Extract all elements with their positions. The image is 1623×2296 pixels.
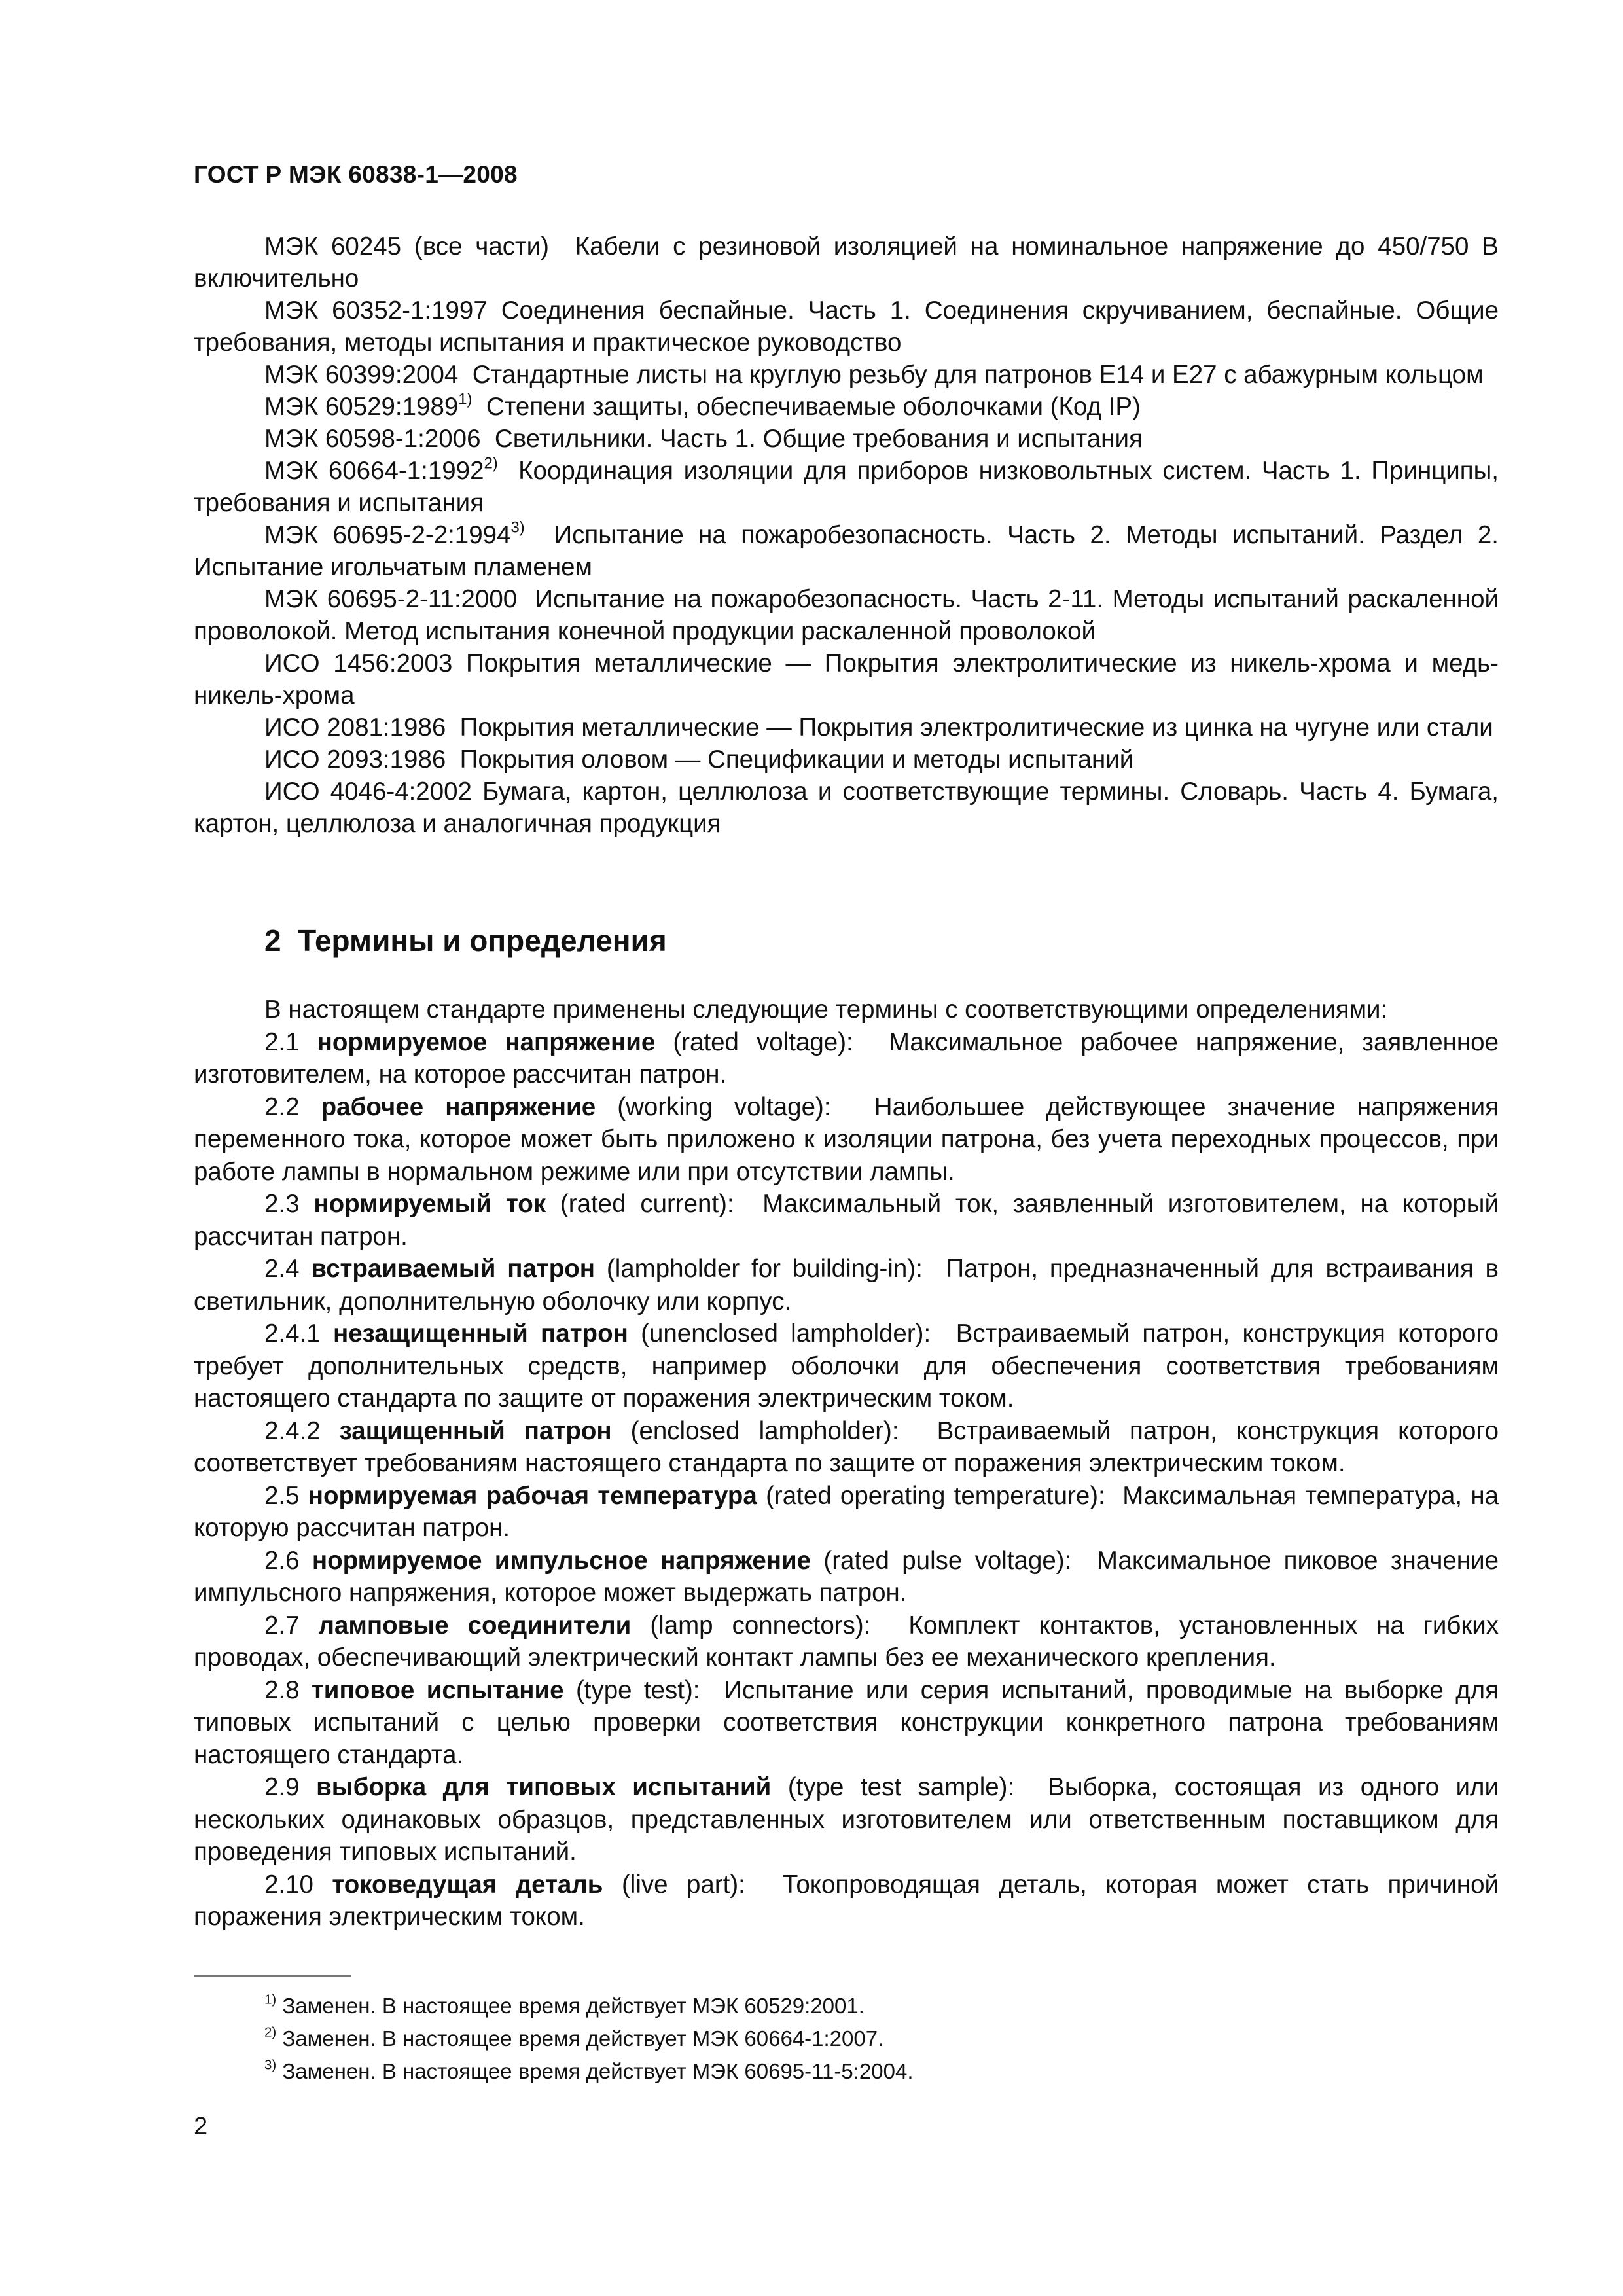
section-number: 2 <box>264 924 281 958</box>
reference-code: МЭК 60695-2-11:2000 <box>264 585 518 613</box>
reference-code: МЭК 60695-2-2:1994 <box>264 521 511 549</box>
definition-term-english: (type test sample): <box>787 1773 1015 1801</box>
reference-title: Кабели с резиновой изоляцией на номинальное напряжение до 450/750 В включительно <box>194 232 1499 293</box>
definition-text: Максимальный ток, заявленный изготовителем, на который рассчитан патрон. <box>194 1190 1499 1251</box>
definition-text: Комплект контактов, установленных на гибких проводах, обеспечивающий электрический контакт лампы без ее механического крепления. <box>194 1611 1499 1672</box>
page-number: 2 <box>194 2113 208 2140</box>
definition-number: 2.2 <box>264 1092 300 1121</box>
definition-number: 2.4.2 <box>264 1416 321 1445</box>
reference-item <box>194 711 1499 744</box>
reference-item <box>194 744 1499 776</box>
definition-item <box>194 1091 1499 1189</box>
definition-text: Наибольшее действующее значение напряжения переменного тока, которое может быть приложено к изоляции патрона, без учета переходных процессов, при работе лампы в нормальном режиме или при отсутствии лампы. <box>194 1092 1499 1186</box>
definition-item <box>194 1771 1499 1869</box>
footnote-mark: 1) <box>264 1992 277 2007</box>
footnote-item <box>264 2022 914 2055</box>
reference-item <box>194 230 1499 295</box>
reference-code: МЭК 60529:1989 <box>264 393 459 421</box>
footnote-mark: 2) <box>484 454 498 473</box>
footnote-text: Заменен. В настоящее время действует МЭК 60695-11-5:2004. <box>282 2059 914 2083</box>
definition-term: нормируемое напряжение <box>317 1028 656 1056</box>
definition-term-english: (type test): <box>575 1676 700 1704</box>
definitions-intro: В настоящем стандарте применены следующие термины с соответствующими определениями: <box>264 996 1388 1024</box>
definition-item <box>194 1480 1499 1545</box>
reference-title: Стандартные листы на круглую резьбу для патронов Е14 и Е27 с абажурным кольцом <box>472 361 1484 389</box>
footnote-text: Заменен. В настоящее время действует МЭК 60664-1:2007. <box>282 2026 884 2051</box>
definition-item <box>194 1318 1499 1415</box>
reference-code: ИСО 1456:2003 <box>264 649 453 677</box>
definition-term-english: (rated voltage): <box>673 1028 853 1056</box>
definition-number: 2.4.1 <box>264 1319 321 1348</box>
definition-term: рабочее напряжение <box>321 1092 596 1121</box>
definition-term: выборка для типовых испытаний <box>316 1773 772 1801</box>
definition-text: Встраиваемый патрон, конструкция которого требует дополнительных средств, например оболочки для обеспечения соответствия требованиям настоящего стандарта по защите от поражения электрическим током. <box>194 1319 1499 1412</box>
reference-code: ИСО 2081:1986 <box>264 713 446 742</box>
definition-text: Максимальное рабочее напряжение, заявленное изготовителем, на которое рассчитан патрон. <box>194 1028 1499 1088</box>
definition-term: нормируемый ток <box>313 1190 546 1218</box>
reference-code: ИСО 4046-4:2002 <box>264 778 472 806</box>
definition-number: 2.3 <box>264 1190 300 1218</box>
footnote-item <box>264 2055 914 2088</box>
reference-title: Покрытия металлические — Покрытия электролитические из цинка на чугуне или стали <box>459 713 1493 742</box>
definition-number: 2.10 <box>264 1870 313 1899</box>
definition-number: 2.5 <box>264 1481 300 1510</box>
reference-item <box>194 519 1499 583</box>
reference-item <box>194 776 1499 840</box>
definition-text: Испытание или серия испытаний, проводимые на выборке для типовых испытаний с целью проверки соответствия конструкции конкретного патрона требованиям настоящего стандарта. <box>194 1676 1499 1769</box>
definition-term: нормируемая рабочая температура <box>308 1481 757 1510</box>
footnote-divider <box>194 1975 351 1977</box>
footnote-text: Заменен. В настоящее время действует МЭК 60529:2001. <box>282 1994 865 2018</box>
definition-item <box>194 1674 1499 1772</box>
footnote-item <box>264 1990 914 2022</box>
definition-number: 2.7 <box>264 1611 300 1640</box>
reference-title: Испытание на пожаробезопасность. Часть 2. Методы испытаний. Раздел 2. Испытание игольчатым пламенем <box>194 521 1499 581</box>
definition-term: защищенный патрон <box>339 1416 612 1445</box>
footnote-mark: 3) <box>510 518 525 537</box>
reference-code: МЭК 60245 (все части) <box>264 232 549 260</box>
reference-item <box>194 583 1499 647</box>
reference-item <box>194 423 1499 455</box>
reference-item <box>194 359 1499 391</box>
definition-term: токоведущая деталь <box>332 1870 603 1899</box>
definition-number: 2.9 <box>264 1773 300 1801</box>
definition-text: Патрон, предназначенный для встраивания в светильник, дополнительную оболочку или корпус. <box>194 1255 1499 1316</box>
definition-item <box>194 1253 1499 1318</box>
reference-code: МЭК 60352-1:1997 <box>264 296 488 325</box>
reference-item <box>194 295 1499 359</box>
reference-code: ИСО 2093:1986 <box>264 745 446 774</box>
definition-item <box>194 1415 1499 1480</box>
footnote-mark: 1) <box>458 390 473 408</box>
footnote-mark: 2) <box>264 2024 277 2040</box>
definition-term-english: (rated pulse voltage): <box>823 1546 1072 1575</box>
definition-number: 2.8 <box>264 1676 300 1704</box>
definition-term-english: (working voltage): <box>617 1092 831 1121</box>
definition-term: встраиваемый патрон <box>311 1255 596 1283</box>
definition-number: 2.6 <box>264 1546 300 1575</box>
reference-item <box>194 647 1499 711</box>
reference-code: МЭК 60399:2004 <box>264 361 459 389</box>
section-title: Термины и определения <box>298 924 667 958</box>
definition-item <box>194 1609 1499 1674</box>
definition-term-english: (live part): <box>621 1870 745 1899</box>
definition-text: Максимальное пиковое значение импульсного напряжения, которое может выдержать патрон. <box>194 1546 1499 1607</box>
document-header: ГОСТ Р МЭК 60838-1—2008 <box>194 161 518 188</box>
reference-title: Бумага, картон, целлюлоза и соответствующие термины. Словарь. Часть 4. Бумага, картон, целлюлоза и аналогичная продукция <box>194 778 1499 838</box>
definition-text: Токопроводящая деталь, которая может стать причиной поражения электрическим током. <box>194 1870 1499 1931</box>
definition-number: 2.4 <box>264 1255 300 1283</box>
reference-title: Степени защиты, обеспечиваемые оболочками (Код IP) <box>486 393 1141 421</box>
definition-term-english: (unenclosed lampholder): <box>641 1319 931 1348</box>
section-heading <box>264 923 667 958</box>
reference-title: Соединения беспайные. Часть 1. Соединения скручиванием, беспайные. Общие требования, методы испытания и практическое руководство <box>194 296 1499 357</box>
definition-text: Максимальная температура, на которую рассчитан патрон. <box>194 1481 1499 1542</box>
definition-item <box>194 1545 1499 1609</box>
definition-term-english: (lampholder for building-in): <box>606 1255 923 1283</box>
reference-item <box>194 455 1499 519</box>
reference-title: Покрытия металлические — Покрытия электролитические из никель-хрома и медь-никель-хрома <box>194 649 1499 709</box>
reference-title: Координация изоляции для приборов низковольтных систем. Часть 1. Принципы, требования и испытания <box>194 457 1499 517</box>
definition-item <box>194 1026 1499 1091</box>
definition-term-english: (rated operating temperature): <box>766 1481 1105 1510</box>
definition-term: нормируемое импульсное напряжение <box>312 1546 812 1575</box>
reference-title: Покрытия оловом — Спецификации и методы испытаний <box>459 745 1134 774</box>
reference-code: МЭК 60598-1:2006 <box>264 425 481 453</box>
reference-item <box>194 391 1499 423</box>
definition-text: Выборка, состоящая из одного или нескольких одинаковых образцов, представленных изготовителем или ответственным поставщиком для проведения типовых испытаний. <box>194 1773 1499 1866</box>
footnotes <box>264 1990 914 2088</box>
reference-title: Испытание на пожаробезопасность. Часть 2-11. Методы испытаний раскаленной проволокой. Метод испытания конечной продукции раскаленной проволокой <box>194 585 1499 645</box>
definition-term-english: (rated current): <box>560 1190 734 1218</box>
definition-term: незащищенный патрон <box>332 1319 628 1348</box>
definition-text: Встраиваемый патрон, конструкция которого соответствует требованиям настоящего стандарта по защите от поражения электрическим током. <box>194 1416 1499 1477</box>
definition-term-english: (lamp connectors): <box>650 1611 871 1640</box>
definition-term-english: (enclosed lampholder): <box>630 1416 899 1445</box>
normative-references <box>194 230 1499 840</box>
footnote-mark: 3) <box>264 2057 277 2073</box>
reference-code: МЭК 60664-1:1992 <box>264 457 484 485</box>
reference-title: Светильники. Часть 1. Общие требования и испытания <box>494 425 1143 453</box>
definition-term: типовое испытание <box>311 1676 564 1704</box>
definition-term: ламповые соединители <box>318 1611 632 1640</box>
definition-number: 2.1 <box>264 1028 300 1056</box>
definitions-list <box>194 994 1499 1933</box>
definition-item <box>194 1188 1499 1253</box>
definition-item <box>194 1869 1499 1933</box>
